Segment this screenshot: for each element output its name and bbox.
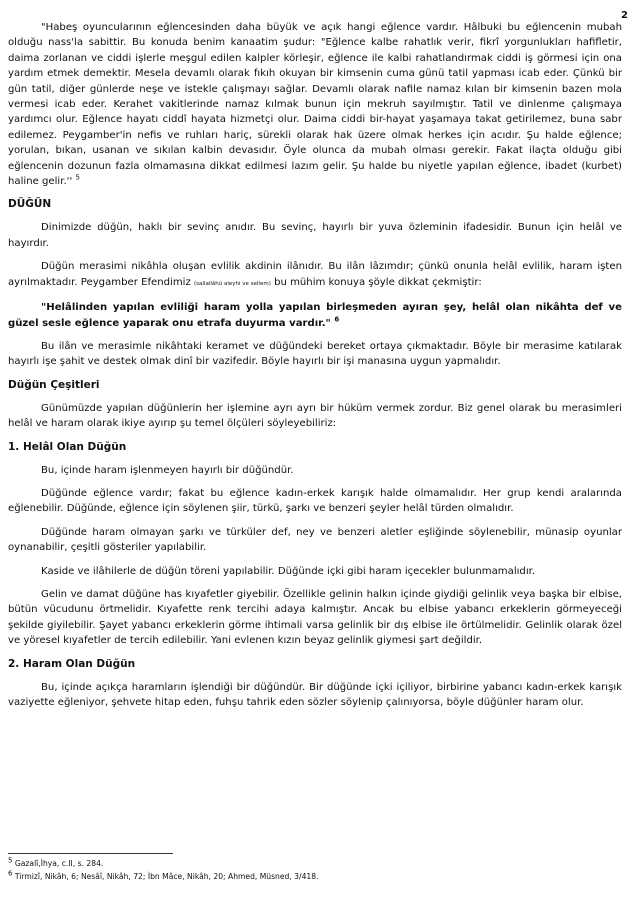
paragraph-cesitler-intro: Günümüzde yapılan düğünlerin her işlemine ayrı ayrı bir hüküm vermek zordur. Biz genel olarak bu merasimleri helâl ve haram olarak ikiye ayırıp şu temel ölçüleri söyleyebiliriz: xyxy=(8,402,622,430)
heading-helal-dugun: 1. Helâl Olan Düğün xyxy=(8,440,127,453)
footnote-6: $^6$ Tirmizî, Nikâh, 6; Nesâî, Nikâh, 72; İbn Mâce, Nikâh, 20; Ahmed, Müsned, 3/418. xyxy=(8,868,319,881)
heading-haram-dugun: 2. Haram Olan Düğün xyxy=(8,657,136,670)
document-body xyxy=(8,20,622,718)
paragraph-helal-1: Bu, içinde haram işlenmeyen hayırlı bir düğündür. xyxy=(41,464,294,476)
paragraph-helal-4: Kaside ve ilâhilerle de düğün töreni yapılabilir. Düğünde içki gibi haram içecekler bulunmamalıdır. xyxy=(41,565,536,577)
footnote-ref-6: 6 xyxy=(334,315,340,324)
paragraph-helal-2: Düğünde eğlence vardır; fakat bu eğlence kadın-erkek karışık halde olmamalıdır. Her grup kendi aralarında eğlenebilir. Düğünde, eğlence için söylenen şiir, türkü, şarkı ve benzeri şeyler helâl türden olmalıdır. xyxy=(8,487,622,515)
paragraph-hadith-quote: "Helâlinden yapılan evliliği haram yolla yapılan birleşmeden ayıran şey, helâl olan nikâhta def ve güzel sesle eğlence yaparak onu etrafa duyurma vardır." $^6$ xyxy=(8,302,622,329)
paragraph-haram-1: Bu, içinde açıkça haramların işlendiği bir düğündür. Bir düğünde içki içiliyor, birbirine yabancı kadın-erkek karışık vaziyette eğleniyor, şehvete hitap eden, fuhşu tahrik eden sözler söylenip çalınıyorsa, böyle düğünler haram olur. xyxy=(8,681,622,708)
paragraph-helal-5: Gelin ve damat düğüne has kıyafetler giyebilir. Özellikle gelinin halkın içinde giydiği gelinlik veya başka bir elbise, bütün vücudunu örtmelidir. Kıyafette renk tercihi adaya kalmıştır. Ancak bu elbise yabancı erkeklerin görmeyeceği şekilde giyilebilir. Şayet yabancı erkeklerin görme ihtimali varsa gelinlik bir dış elbise ile örtülmelidir. Gelinlik olarak özel ve yöresel kıyafetler de tercih edilebilir. Yani evlenen kızın beyaz gelinlik giymesi şart değildir. xyxy=(8,588,622,647)
paragraph-ilan-merasim: Bu ilân ve merasimle nikâhtaki keramet ve düğündeki bereket ortaya çıkmaktadır. Böyle bir merasime katılarak hayırlı işe şahit ve destek olmak dinî bir vazifedir. Böyle hayırlı bir işi manasına uygun yapmalıdır. xyxy=(8,340,622,368)
salawat-inline: (sallallâhü aleyhi ve sellem) xyxy=(194,280,271,287)
footnote-ref-5: 5 xyxy=(75,173,80,182)
paragraph-quote-eglence: "Habeş oyuncularının eğlencesinden daha büyük ve açık hangi eğlence vardır. Hâlbuki bu eğlencenin mubah olduğu nass'la sabittir. Bu konuda benim kanaatim şudur: "Eğlence kalbe rahatlık verir, fikrî yorgunlukları hafifletir, daima zorlanan ve ciddi işlerle meşgul edilen kalpler körleşir, eğlence ile kalbi rahatlandırmak ciddi iş görmesi için ona yardım etmek demektir. Mesela devamlı olarak fıkıh okuyan bir kimsenin cuma günü tatil yapması icab eder. Çünkü bir gün tatil, diğer günlerde neşe ve istekle çalışmayı sağlar. Devamlı olarak nafile namaz kılan bir kimsenin bazen mola vermesi icab eder. Kerahet vakitlerinde namaz kılmak bunun için mekruh sayılmıştır. Tatil ve dinlenme çalışmaya yardımcı olur. Eğlence hayatı ciddî hayata hizmetçi olur. Daima ciddi bir-hayat yaşamaya takat getirilemez, buna sabr edilemez. Peygamber'in nefis ve ruhları hariç, sürekli olarak hak üzere olmak herkes için acıdır. Şu halde eğlence; yorulan, bıkan, usanan ve sıkılan kalbin devasıdır. Öyle olunca da mubah olması gerekir. Fakat ilaçta olduğu gibi eğlencenin dozunun fazla olmamasına dikkat edilmesi lazım gelir. Şu halde bu niyetle yapılan eğlence, ibadet (kurbet) haline gelir.'' $^5$ xyxy=(8,22,622,188)
heading-dugun-cesitleri: Düğün Çeşitleri xyxy=(8,378,100,391)
page-number: 2 xyxy=(621,10,628,21)
footnotes xyxy=(8,858,622,883)
paragraph-dugun-intro: Dinimizde düğün, haklı bir sevinç anıdır. Bu sevinç, hayırlı bir yuva özleminin ifadesidir. Bunun için helâl ve hayırdır. xyxy=(8,222,622,249)
paragraph-dugun-merasimi: Düğün merasimi nikâhla oluşan evlilik akdinin ilânıdır. Bu ilân lâzımdır; çünkü onunla helâl evlilik, haram işten ayrılmaktadır. Peygamber Efendimiz (sallallâhü aleyhi ve sellem) bu mühim konuya şöyle dikkat çekmiştir: xyxy=(8,261,622,288)
paragraph-helal-3: Düğünde haram olmayan şarkı ve türküler def, ney ve benzeri aletler eşliğinde söylenebilir, münasip oyunlar oynanabilir, çeşitli gösteriler yapılabilir. xyxy=(8,526,622,554)
heading-dugun: DÜĞÜN xyxy=(8,198,52,211)
footnote-divider xyxy=(8,853,173,854)
footnote-5: $^5$ Gazalî,İhya, c.II, s. 284. xyxy=(8,856,104,868)
